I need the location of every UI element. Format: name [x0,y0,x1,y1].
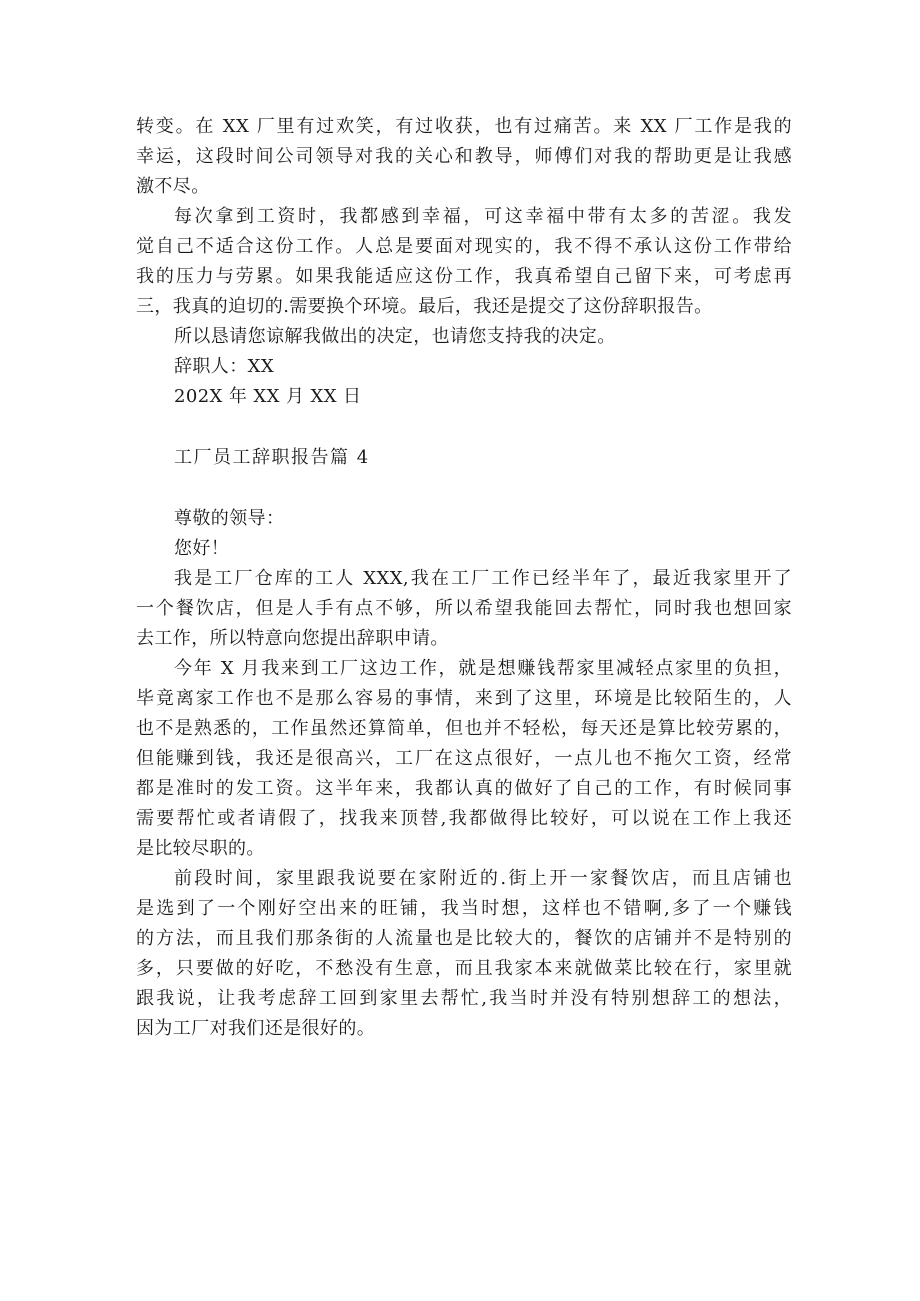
paragraph-3 [136,322,792,352]
text-line: 前段时间，家里跟我说要在家附近的.街上开一家餐饮店，而且店铺也 [174,868,792,889]
text-line: 每次拿到工资时，我都感到幸福，可这幸福中带有太多的苦涩。我发 [174,206,792,227]
text-line: 需要帮忙或者请假了，找我来顶替,我都做得比较好，可以说在工作上我还 [136,808,792,829]
text-line: 是比较尽职的。 [136,838,265,859]
salutation: 尊敬的领导： [174,508,285,529]
text-line: 我的压力与劳累。如果我能适应这份工作，我真希望自己留下来，可考虑再 [136,266,792,287]
text-line: 跟我说，让我考虑辞工回到家里去帮忙,我当时并没有特别想辞工的想法， [136,988,792,1009]
paragraph-5 [136,654,792,864]
document-page [136,112,792,1044]
text-line: 今年 X 月我来到工厂这边工作，就是想赚钱帮家里减轻点家里的负担， [174,658,792,679]
paragraph-2 [136,202,792,322]
text-line: 幸运，这段时间公司领导对我的关心和教导，师傅们对我的帮助更是让我感 [136,146,792,167]
text-line: 因为工厂对我们还是很好的。 [136,1018,376,1039]
text-line: 觉自己不适合这份工作。人总是要面对现实的，我不得不承认这份工作带给 [136,236,792,257]
text-line: 所以恳请您谅解我做出的决定，也请您支持我的决定。 [174,326,616,347]
text-line: 我是工厂仓库的工人 XXX,我在工厂工作已经半年了，最近我家里开了 [174,568,792,589]
text-line: 也不是熟悉的，工作虽然还算简单，但也并不轻松，每天还是算比较劳累的， [136,718,792,739]
text-line: 的方法，而且我们那条街的人流量也是比较大的，餐饮的店铺并不是特别的 [136,928,792,949]
text-line: 毕竟离家工作也不是那么容易的事情，来到了这里，环境是比较陌生的，人 [136,688,792,709]
text-line: 转变。在 XX 厂里有过欢笑，有过收获，也有过痛苦。来 XX 厂工作是我的 [136,116,792,137]
greeting: 您好！ [174,538,230,559]
text-line: 一个餐饮店，但是人手有点不够，所以希望我能回去帮忙，同时我也想回家 [136,598,792,619]
text-line: 激不尽。 [136,176,210,197]
text-line: 去工作，所以特意向您提出辞职申请。 [136,628,449,649]
paragraph-1 [136,112,792,202]
section-title: 工厂员工辞职报告篇 4 [174,447,370,468]
paragraph-4 [136,564,792,654]
text-line: 三，我真的迫切的.需要换个环境。最后，我还是提交了这份辞职报告。 [136,296,713,317]
paragraph-6 [136,864,792,1044]
text-line: 都是准时的发工资。这半年来，我都认真的做好了自己的工作，有时候同事 [136,778,792,799]
text-line: 多，只要做的好吃，不愁没有生意，而且我家本来就做菜比较在行，家里就 [136,958,792,979]
text-line: 是选到了一个刚好空出来的旺铺，我当时想，这样也不错啊,多了一个赚钱 [136,898,792,919]
text-line: 但能赚到钱，我还是很高兴，工厂在这点很好，一点儿也不拖欠工资，经常 [136,748,792,769]
date-line: 202X 年 XX 月 XX 日 [174,386,362,407]
signer-line: 辞职人：XX [174,356,275,377]
